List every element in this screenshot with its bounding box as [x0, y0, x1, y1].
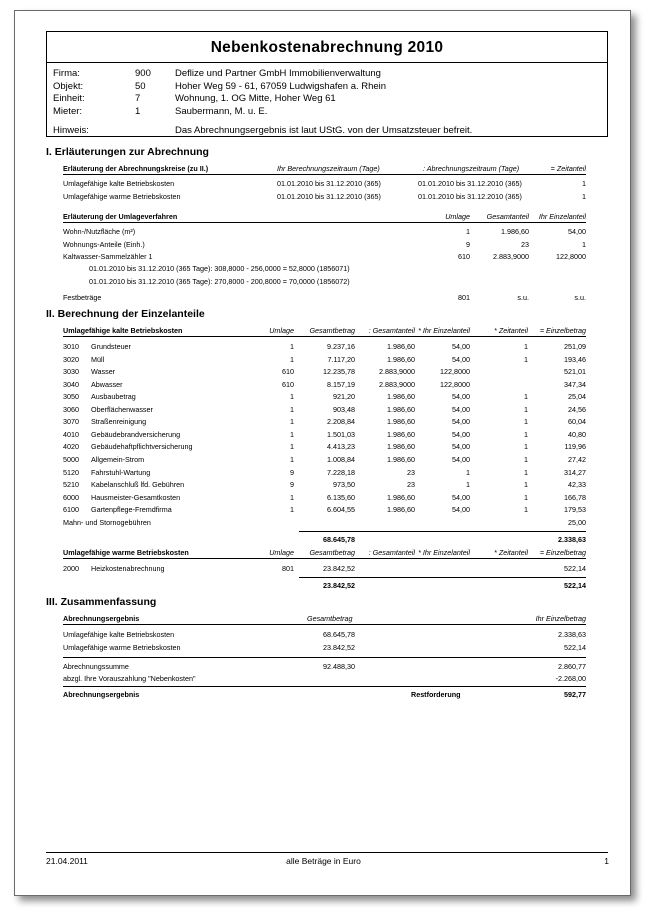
kalt-row-zeit: 1 — [524, 492, 528, 502]
kalt-row-betrag: 1.501,03 — [327, 429, 355, 439]
kalt-row-umlage: 1 — [290, 354, 294, 364]
summary-row-gesamt: 68.645,78 — [323, 630, 355, 639]
kalt-row-name: Fahrstuhl-Wartung — [91, 467, 151, 477]
kreise-abr: 01.01.2010 bis 31.12.2010 (365) — [418, 179, 522, 188]
kalt-row-name: Gebäudebrandversicherung — [91, 429, 181, 439]
kalt-row-nr: 3050 — [63, 392, 79, 402]
summary-row-ihr: 2.338,63 — [558, 630, 586, 639]
kalt-row-ganteil: 1.986,60 — [387, 442, 415, 452]
header-code: 7 — [135, 93, 141, 104]
summary-row-ihr: 522,14 — [564, 642, 586, 652]
kalt-row-ganteil: 1.986,60 — [387, 404, 415, 414]
summary-row-gesamt: 23.842,52 — [323, 642, 355, 652]
kalt-row-ganteil: 1.986,60 — [387, 417, 415, 427]
header-label: Firma: — [53, 68, 80, 79]
kalt-row-name: Grundsteuer — [91, 342, 131, 351]
verf-label: Wohnungs-Anteile (Einh.) — [63, 239, 145, 249]
kalt-row-eanteil: 54,00 — [452, 404, 470, 414]
kalt-row-nr: 3060 — [63, 404, 79, 414]
kalt-head-umlage: Umlage — [269, 326, 294, 335]
footer-note: alle Beträge in Euro — [286, 856, 361, 866]
warm-head-zeit: * Zeitanteil — [494, 548, 528, 557]
kalt-row-nr: 3070 — [63, 417, 79, 427]
header-divider — [47, 62, 607, 63]
kalt-row-umlage: 1 — [290, 392, 294, 402]
kalt-sum-betrag: 68.645,78 — [323, 535, 355, 544]
kalt-row-eanteil: 54,00 — [452, 442, 470, 452]
warm-head-eanteil: * Ihr Einzelanteil — [418, 548, 470, 557]
kalt-row-nr: 4020 — [63, 442, 79, 452]
kalt-row-ganteil: 2.883,9000 — [379, 367, 415, 377]
kalt-row-name: Straßenreinigung — [91, 417, 147, 427]
kalt-row-betrag: 12.235,78 — [323, 367, 355, 377]
kreise-head-abr: : Abrechnungszeitraum (Tage) — [423, 164, 520, 173]
kalt-row-name: Kabelanschluß lfd. Gebühren — [91, 480, 185, 490]
kalt-row-nr: 5000 — [63, 454, 79, 464]
kalt-row-betrag: 8.157,19 — [327, 379, 355, 389]
kalt-row-nr: 4010 — [63, 429, 79, 439]
kalt-row-name: Gartenpflege-Fremdfirma — [91, 505, 172, 515]
hinweis-text: Das Abrechnungsergebnis ist laut UStG. von der Umsatzsteuer befreit. — [175, 125, 473, 136]
kalt-row-betrag: 6.135,60 — [327, 492, 355, 502]
kalt-row-nr: 3010 — [63, 342, 79, 351]
header-value: Saubermann, M. u. E. — [175, 105, 268, 117]
kalt-row-eanteil: 54,00 — [452, 505, 470, 515]
warm-sum-betrag: 23.842,52 — [323, 581, 355, 590]
kalt-row-nr: 3030 — [63, 367, 79, 377]
kreise-ihr: 01.01.2010 bis 31.12.2010 (365) — [277, 179, 381, 188]
kalt-row-zeit: 1 — [524, 480, 528, 490]
kalt-row-eanteil: 54,00 — [452, 454, 470, 464]
kalt-sum-rule — [299, 531, 586, 532]
kalt-row-nr: 3020 — [63, 354, 79, 364]
warm-row-nr: 2000 — [63, 564, 79, 573]
warm-rule — [63, 558, 586, 559]
kalt-row-ebetrag: 25,04 — [568, 392, 586, 402]
kalt-head-ebetrag: = Einzelbetrag — [539, 326, 586, 335]
kalt-extra-label: Mahn- und Stornogebühren — [63, 518, 151, 527]
kalt-row-eanteil: 54,00 — [452, 492, 470, 502]
kalt-row-ganteil: 2.883,9000 — [379, 379, 415, 389]
kreise-zeit: 1 — [582, 179, 586, 188]
kalt-row-ebetrag: 40,80 — [568, 429, 586, 439]
kreise-head-ihr: Ihr Berechnungszeitraum (Tage) — [277, 164, 380, 173]
kalt-head-betrag: Gesamtbetrag — [309, 326, 355, 335]
kalt-row-name: Gebäudehaftpflichtversicherung — [91, 442, 193, 452]
kalt-row-eanteil: 122,8000 — [440, 379, 470, 389]
kalt-row-eanteil: 54,00 — [452, 392, 470, 402]
kalt-row-zeit: 1 — [524, 342, 528, 351]
kalt-row-nr: 5210 — [63, 480, 79, 490]
ergebnis-ihr: 592,77 — [564, 690, 586, 699]
kalt-row-nr: 5120 — [63, 467, 79, 477]
kalt-row-umlage: 1 — [290, 342, 294, 351]
warm-row-betrag: 23.842,52 — [323, 564, 355, 573]
warm-row-umlage: 801 — [282, 564, 294, 573]
kalt-row-ganteil: 1.986,60 — [387, 454, 415, 464]
summe-ihr: 2.860,77 — [558, 662, 586, 671]
ergebnis-label: Abrechnungsergebnis — [63, 690, 140, 699]
kalt-row-ganteil: 1.986,60 — [387, 492, 415, 502]
kalt-head-zeit: * Zeitanteil — [494, 326, 528, 335]
kalt-row-betrag: 921,20 — [333, 392, 355, 402]
kalt-row-zeit: 1 — [524, 392, 528, 402]
kalt-row-zeit: 1 — [524, 354, 528, 364]
fest-gesamt: s.u. — [517, 293, 529, 302]
kreise-rule — [63, 174, 586, 175]
kalt-row-nr: 3040 — [63, 379, 79, 389]
summe-gesamt: 92.488,30 — [323, 662, 355, 671]
kalt-row-zeit: 1 — [524, 505, 528, 515]
verf-label: Kaltwasser-Sammelzähler 1 — [63, 252, 153, 261]
kalt-sum-ebetrag: 2.338,63 — [558, 535, 586, 544]
verf-rule — [63, 222, 586, 223]
footer-divider — [46, 852, 608, 853]
summary-head-label: Abrechnungsergebnis — [63, 614, 140, 623]
summary-row-label: Umlagefähige kalte Betriebskosten — [63, 630, 175, 639]
kalt-row-zeit: 1 — [524, 442, 528, 452]
header-code: 1 — [135, 105, 141, 117]
kalt-row-nr: 6100 — [63, 505, 79, 515]
kalt-row-zeit: 1 — [524, 417, 528, 427]
kalt-head-eanteil: * Ihr Einzelanteil — [418, 326, 470, 335]
fest-umlage: 801 — [458, 293, 470, 302]
kalt-row-umlage: 1 — [290, 505, 294, 515]
kalt-row-name: Hausmeister-Gesamtkosten — [91, 492, 181, 502]
kalt-row-umlage: 1 — [290, 429, 294, 439]
header-code: 900 — [135, 68, 151, 79]
verf-head-ihr: Ihr Einzelanteil — [538, 212, 586, 221]
kreise-abr: 01.01.2010 bis 31.12.2010 (365) — [418, 191, 522, 201]
kalt-row-umlage: 1 — [290, 417, 294, 427]
kalt-row-ebetrag: 314,27 — [564, 467, 586, 477]
kalt-row-name: Abwasser — [91, 379, 123, 389]
verf-detail: 01.01.2010 bis 31.12.2010 (365 Tage): 308,8000 - 256,0000 = 52,8000 (1856071) — [89, 264, 350, 273]
kalt-extra-ebetrag: 25,00 — [568, 518, 586, 527]
report-page — [14, 10, 631, 896]
kalt-row-name: Ausbaubetrag — [91, 392, 136, 402]
kalt-row-zeit: 1 — [524, 429, 528, 439]
fest-label: Festbeträge — [63, 293, 102, 302]
verf-gesamt: 1.986,60 — [501, 227, 529, 236]
kalt-row-ebetrag: 251,09 — [564, 342, 586, 351]
warm-head-ganteil: : Gesamtanteil — [368, 548, 415, 557]
verf-ihr: 122,8000 — [556, 252, 586, 261]
ergebnis-typ: Restforderung — [411, 690, 461, 699]
kalt-row-betrag: 6.604,55 — [327, 505, 355, 515]
kalt-row-eanteil: 54,00 — [452, 342, 470, 351]
header-value: Wohnung, 1. OG Mitte, Hoher Weg 61 — [175, 93, 336, 104]
kreise-label: Umlagefähige warme Betriebskosten — [63, 191, 181, 201]
verf-ihr: 54,00 — [568, 227, 586, 236]
warm-head-betrag: Gesamtbetrag — [309, 548, 355, 557]
header-value: Hoher Weg 59 - 61, 67059 Ludwigshafen a. Rhein — [175, 80, 387, 92]
summary-head-ihr: Ihr Einzelbetrag — [535, 614, 586, 623]
kalt-row-eanteil: 122,8000 — [440, 367, 470, 377]
warm-head-umlage: Umlage — [269, 548, 294, 557]
kalt-row-umlage: 610 — [282, 367, 294, 377]
header-value: Deflize und Partner GmbH Immobilienverwaltung — [175, 68, 381, 79]
kalt-row-ganteil: 1.986,60 — [387, 354, 415, 364]
kalt-row-ebetrag: 24,56 — [568, 404, 586, 414]
summe-rule — [63, 657, 586, 658]
summary-rule — [63, 624, 586, 625]
kalt-row-betrag: 1.008,84 — [327, 454, 355, 464]
abzug-label: abzgl. Ihre Vorauszahlung "Nebenkosten" — [63, 674, 196, 683]
kalt-row-betrag: 7.228,18 — [327, 467, 355, 477]
ergebnis-rule — [63, 686, 586, 687]
warm-head-label: Umlagefähige warme Betriebskosten — [63, 548, 189, 557]
kalt-row-zeit: 1 — [524, 467, 528, 477]
verf-detail: 01.01.2010 bis 31.12.2010 (365 Tage): 270,8000 - 200,8000 = 70,0000 (1856072) — [89, 277, 350, 286]
kalt-row-betrag: 7.117,20 — [327, 354, 355, 364]
kalt-row-zeit: 1 — [524, 404, 528, 414]
kalt-row-nr: 6000 — [63, 492, 79, 502]
warm-head-ebetrag: = Einzelbetrag — [539, 548, 586, 557]
summary-head-gesamt: Gesamtbetrag — [307, 614, 353, 623]
kalt-row-betrag: 4.413,23 — [327, 442, 355, 452]
kalt-row-ganteil: 23 — [407, 467, 415, 477]
header-box — [46, 31, 608, 137]
header-label: Objekt: — [53, 80, 84, 92]
kalt-row-umlage: 610 — [282, 379, 294, 389]
kreise-ihr: 01.01.2010 bis 31.12.2010 (365) — [277, 191, 381, 201]
kalt-row-ganteil: 1.986,60 — [387, 342, 415, 351]
kreise-zeit: 1 — [582, 191, 586, 201]
fest-ihr: s.u. — [574, 293, 586, 302]
kalt-row-betrag: 973,50 — [333, 480, 355, 490]
warm-row-name: Heizkostenabrechnung — [91, 564, 165, 573]
kalt-head-ganteil: : Gesamtanteil — [368, 326, 415, 335]
kalt-row-eanteil: 54,00 — [452, 417, 470, 427]
kalt-row-umlage: 1 — [290, 404, 294, 414]
header-code: 50 — [135, 80, 146, 92]
kalt-row-umlage: 1 — [290, 492, 294, 502]
verf-label: Wohn-/Nutzfläche (m²) — [63, 227, 136, 236]
kalt-row-eanteil: 54,00 — [452, 429, 470, 439]
warm-row-ebetrag: 522,14 — [564, 564, 586, 573]
summary-row-label: Umlagefähige warme Betriebskosten — [63, 642, 181, 652]
footer-date: 21.04.2011 — [46, 856, 88, 866]
header-label: Einheit: — [53, 93, 85, 104]
verf-head-umlage: Umlage — [445, 212, 470, 221]
header-label: Mieter: — [53, 105, 83, 117]
kalt-head-label: Umlagefähige kalte Betriebskosten — [63, 326, 183, 335]
summe-label: Abrechnungssumme — [63, 662, 129, 671]
verf-umlage: 1 — [466, 227, 470, 236]
kalt-row-eanteil: 1 — [466, 480, 470, 490]
kalt-row-ebetrag: 193,46 — [564, 354, 586, 364]
section-2-heading: II. Berechnung der Einzelanteile — [46, 308, 205, 320]
verf-ihr: 1 — [582, 239, 586, 249]
kalt-row-betrag: 9.237,16 — [327, 342, 355, 351]
kalt-row-eanteil: 54,00 — [452, 354, 470, 364]
verf-umlage: 9 — [466, 239, 470, 249]
kalt-row-umlage: 9 — [290, 467, 294, 477]
section-3-heading: III. Zusammenfassung — [46, 596, 157, 608]
kalt-row-ganteil: 23 — [407, 480, 415, 490]
kalt-row-ebetrag: 347,34 — [564, 379, 586, 389]
kalt-row-ebetrag: 179,53 — [564, 505, 586, 515]
kalt-row-betrag: 2.208,84 — [327, 417, 355, 427]
kalt-row-name: Wasser — [91, 367, 116, 377]
kalt-row-ebetrag: 166,78 — [564, 492, 586, 502]
kreise-head-zeit: = Zeitanteil — [550, 164, 586, 173]
kalt-row-name: Müll — [91, 354, 105, 364]
kalt-row-name: Oberflächenwasser — [91, 404, 153, 414]
kalt-rule — [63, 336, 586, 337]
kalt-row-umlage: 1 — [290, 442, 294, 452]
kreise-head-label: Erläuterung der Abrechnungskreise (zu II.) — [63, 164, 209, 173]
kreise-label: Umlagefähige kalte Betriebskosten — [63, 179, 175, 188]
verf-umlage: 610 — [458, 252, 470, 261]
kalt-row-ebetrag: 42,33 — [568, 480, 586, 490]
warm-sum-ebetrag: 522,14 — [564, 581, 586, 590]
verf-gesamt: 2.883,9000 — [493, 252, 529, 261]
kalt-row-eanteil: 1 — [466, 467, 470, 477]
kalt-row-betrag: 903,48 — [333, 404, 355, 414]
verf-head-gesamt: Gesamtanteil — [486, 212, 529, 221]
kalt-row-ganteil: 1.986,60 — [387, 429, 415, 439]
kalt-row-umlage: 9 — [290, 480, 294, 490]
warm-sum-rule — [299, 577, 586, 578]
verf-head-label: Erläuterung der Umlageverfahren — [63, 212, 178, 221]
abzug-ihr: -2.268,00 — [555, 674, 586, 683]
kalt-row-ebetrag: 521,01 — [564, 367, 586, 377]
verf-gesamt: 23 — [521, 239, 529, 249]
document-title: Nebenkostenabrechnung 2010 — [210, 39, 444, 56]
kalt-row-zeit: 1 — [524, 454, 528, 464]
kalt-row-ebetrag: 119,96 — [564, 442, 586, 452]
kalt-row-ebetrag: 60,04 — [568, 417, 586, 427]
section-1-heading: I. Erläuterungen zur Abrechnung — [46, 146, 209, 158]
kalt-row-ebetrag: 27,42 — [568, 454, 586, 464]
kalt-row-name: Allgemein-Strom — [91, 454, 145, 464]
kalt-row-ganteil: 1.986,60 — [387, 392, 415, 402]
kalt-row-ganteil: 1.986,60 — [387, 505, 415, 515]
kalt-row-umlage: 1 — [290, 454, 294, 464]
hinweis-label: Hinweis: — [53, 125, 89, 136]
footer-page-number: 1 — [604, 856, 609, 866]
